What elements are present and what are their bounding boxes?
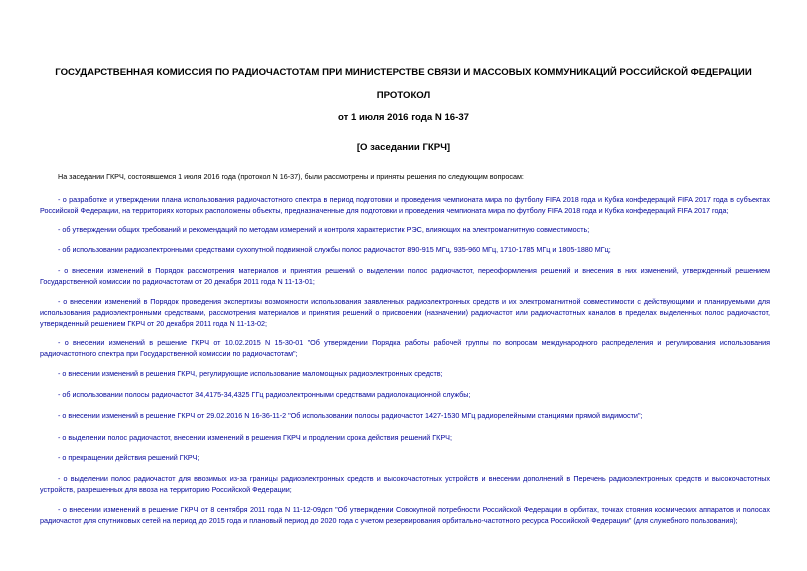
agenda-item-text: - об использовании радиоэлектронными средствами сухопутной подвижной службы полос радиочастот 890-915 МГц, 935-960 МГц, 1710-1785 МГц и 1805-1880 МГц; xyxy=(58,245,611,254)
document-subject: [О заседании ГКРЧ] xyxy=(356,142,451,153)
agenda-item-text: - о внесении изменений в Порядок проведения экспертизы возможности использования заявленных радиоэлектронных средств и их электромагнитной совместимости с действующими и планируемыми для использования радиоэлектронными средствами, рассмотрения материалов и принятия решений о присвоении (назначении) радиочастот или радиочастотных каналов в пределах выделенных полос радиочастот, утвержденный решением ГКРЧ от 20 декабря 2011 года N 11-13-02; xyxy=(40,297,770,328)
agenda-item xyxy=(40,296,770,329)
agenda-item-text: - о прекращении действия решений ГКРЧ; xyxy=(58,453,200,462)
document-date-number: от 1 июля 2016 года N 16-37 xyxy=(337,112,470,123)
agenda-item xyxy=(40,410,770,421)
agenda-item-text: - о внесении изменений в Порядок рассмотрения материалов и принятия решений о выделении полос радиочастот, переоформления решений и внесения в них изменений, утвержденный решением Государственной комиссии по радиочастотам от 20 декабря 2011 года N 11-13-01; xyxy=(40,266,770,286)
agenda-item-text: - о внесении изменений в решение ГКРЧ от 10.02.2015 N 15-30-01 "Об утверждении Порядка работы рабочей группы по вопросам международного распределения и регулирования использования радиочастотного спектра при Государственной комиссии по радиочастотам"; xyxy=(40,338,770,358)
agenda-item xyxy=(40,244,770,255)
agenda-item-text: - о внесении изменений в решения ГКРЧ, регулирующие использование маломощных радиоэлектронных средств; xyxy=(58,369,443,378)
intro-paragraph: На заседании ГКРЧ, состоявшемся 1 июля 2016 года (протокол N 16-37), были рассмотрены и приняты решения по следующим вопросам: xyxy=(58,172,524,181)
agenda-item xyxy=(40,432,770,443)
agenda-item xyxy=(40,452,770,463)
agenda-item xyxy=(40,504,770,526)
agenda-item xyxy=(40,389,770,400)
agenda-item xyxy=(40,265,770,287)
organization-title: ГОСУДАРСТВЕННАЯ КОМИССИЯ ПО РАДИОЧАСТОТАМ ПРИ МИНИСТЕРСТВЕ СВЯЗИ И МАССОВЫХ КОММУНИКАЦИЙ РОССИЙСКОЙ ФЕДЕРАЦИИ xyxy=(55,67,752,78)
agenda-item xyxy=(40,337,770,359)
document-type-title: ПРОТОКОЛ xyxy=(376,90,431,101)
agenda-item-text: - о разработке и утверждении плана использования радиочастотного спектра в период подготовки и проведения чемпионата мира по футболу FIFA 2018 года и Кубка конфедераций FIFA 2017 года в субъектах Российской Федерации, на территориях которых расположены объекты, предназначенные для подготовки и проведения чемпионата мира по футболу FIFA 2018 года и Кубка конфедераций FIFA 2017 года; xyxy=(40,195,770,215)
agenda-item-text: - о выделении полос радиочастот для ввозимых из-за границы радиоэлектронных средств и высокочастотных устройств и внесении дополнений в Перечень радиоэлектронных средств и высокочастотных устройств, разрешенных для ввоза на территорию Российской Федерации; xyxy=(40,474,770,494)
agenda-item xyxy=(40,194,770,216)
agenda-item-text: - о выделении полос радиочастот, внесении изменений в решения ГКРЧ и продлении срока действия решений ГКРЧ; xyxy=(58,433,452,442)
agenda-item-text: - об утверждении общих требований и рекомендаций по методам измерений и контроля характеристик РЭС, влияющих на электромагнитную совместимость; xyxy=(58,225,590,234)
agenda-item-text: - о внесении изменений в решение ГКРЧ от 8 сентября 2011 года N 11-12-09дсп "Об утверждении Совокупной потребности Российской Федерации в орбитах, точках стояния космических аппаратов и полосах радиочастот для спутниковых сетей на период до 2015 года и плановый период до 2020 года с учетом резервирования орбитально-частотного ресурса Российской Федерации" (для служебного пользования); xyxy=(40,505,770,525)
agenda-item-text: - об использовании полосы радиочастот 34,4175-34,4325 ГГц радиоэлектронными средствами радиолокационной службы; xyxy=(58,390,471,399)
agenda-item xyxy=(40,224,770,235)
agenda-item xyxy=(40,473,770,495)
agenda-item xyxy=(40,368,770,379)
agenda-item-text: - о внесении изменений в решение ГКРЧ от 29.02.2016 N 16-36-11-2 "Об использовании полосы радиочастот 1427-1530 МГц радиорелейными станциями прямой видимости"; xyxy=(58,411,643,420)
